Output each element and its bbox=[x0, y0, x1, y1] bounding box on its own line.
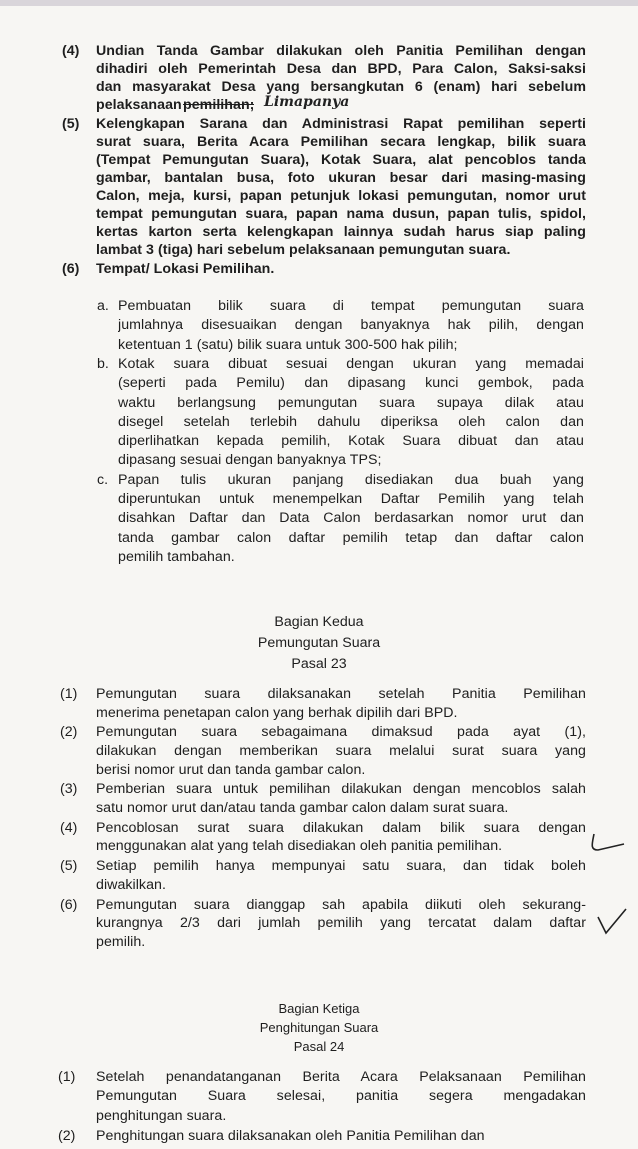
pasal-24-heading: Pasal 24 bbox=[293, 1039, 345, 1054]
text-line: diperuntukan untuk menempelkan Daftar Pemilih yang telah bbox=[118, 491, 584, 507]
item-number: (2) bbox=[60, 724, 78, 741]
text-line: Calon, meja, kursi, papan petunjuk lokasi pemungutan, nomor urut bbox=[96, 188, 586, 205]
text-line: disahkan Daftar dan Data Calon berdasarkan nomor urut dan bbox=[118, 510, 584, 527]
subitem-letter: c. bbox=[97, 471, 109, 488]
item-number: (6) bbox=[62, 260, 80, 277]
text-line: diwakilkan. bbox=[96, 876, 166, 893]
text-line: tempat pemungutan suara, papan nama dusun, papan tulis, spidol, bbox=[96, 206, 586, 223]
check-mark-icon bbox=[588, 828, 628, 856]
item-number: (3) bbox=[60, 781, 78, 798]
item-number: (5) bbox=[60, 858, 78, 875]
text-line: Pemungutan Suara selesai, panitia segera mengadakan bbox=[96, 1088, 586, 1105]
text-line: lambat 3 (tiga) hari sebelum pelaksanaan pemungutan suara. bbox=[96, 242, 511, 259]
text-line: pemilih tambahan. bbox=[118, 548, 235, 565]
text-line: gambar, bantalan busa, foto ukuran besar dari masing-masing bbox=[96, 170, 586, 186]
text-line: Pemungutan suara dilaksanakan setelah Panitia Pemilihan bbox=[96, 686, 586, 702]
text-line: Pemberian suara untuk pemilihan dilakukan dengan mencoblos salah bbox=[96, 781, 586, 798]
bagian-ketiga-subtitle: Penghitungan Suara bbox=[259, 1020, 379, 1035]
text-line: waktu berlangsung pemungutan suara supaya dilak atau bbox=[118, 394, 584, 411]
text-line: penghitungan suara. bbox=[96, 1107, 227, 1124]
item-number: (6) bbox=[60, 896, 78, 913]
item-number: (4) bbox=[62, 43, 80, 59]
text-line: Kotak suara dibuat sesuai dengan ukuran yang memadai bbox=[118, 355, 584, 372]
text-line: tanda gambar calon daftar pemilih tetap dan daftar calon bbox=[118, 529, 584, 546]
text-line: disegel setelah terlebih dahulu diperiksa oleh calon dan bbox=[118, 413, 584, 430]
text-line: dipasang sesuai dengan banyaknya TPS; bbox=[118, 452, 382, 469]
text-line: dan masyarakat Desa yang bersangkutan 6 (enam) hari sebelum bbox=[96, 79, 586, 96]
text-line: Pencoblosan surat suara dilakukan dalam bilik suara dengan bbox=[96, 819, 586, 836]
text-line: menggunakan alat yang telah disediakan oleh panitia pemilihan. bbox=[96, 838, 503, 855]
item-number: (1) bbox=[58, 1069, 76, 1085]
text-line: Undian Tanda Gambar dilakukan oleh Panitia Pemilihan dengan bbox=[96, 43, 586, 59]
text-line: surat suara, Berita Acara Pemilihan secara lengkap, bilik suara bbox=[96, 133, 586, 150]
text-line: Tempat/ Lokasi Pemilihan. bbox=[96, 260, 275, 277]
text-line: menerima penetapan calon yang berhak dipilih dari BPD. bbox=[96, 704, 458, 721]
subitem-letter: b. bbox=[97, 355, 109, 372]
text-line: dilakukan dengan memberikan suara melalui surat suara yang bbox=[96, 743, 586, 759]
text-line: (Tempat Pemungutan Suara), Kotak Suara, alat pencoblos tanda bbox=[96, 151, 586, 168]
text-line: Setiap pemilih hanya mempunyai satu suara, dan tidak boleh bbox=[96, 858, 586, 875]
struck-text: pemilihan; bbox=[183, 97, 255, 114]
text-line: diperlihatkan kepada pemilih, Kotak Suara dibuat dan atau bbox=[118, 433, 584, 450]
text-line: pemilih. bbox=[96, 933, 146, 950]
item-number: (5) bbox=[62, 115, 80, 132]
text-line: satu nomor urut dan/atau tanda gambar calon dalam surat suara. bbox=[96, 800, 509, 816]
handwritten-note: Limapanya bbox=[264, 94, 350, 111]
bagian-kedua-subtitle: Pemungutan Suara bbox=[257, 635, 381, 651]
item-number: (1) bbox=[60, 686, 78, 702]
text-line: kertas karton serta kelengkapan lainnya sudah harus siap paling bbox=[96, 224, 586, 241]
text-line: Papan tulis ukuran panjang disediakan dua buah yang bbox=[118, 471, 584, 488]
text-line: Setelah penandatanganan Berita Acara Pelaksanaan Pemilihan bbox=[96, 1069, 586, 1085]
item-number: (2) bbox=[58, 1128, 76, 1145]
pasal-23-heading: Pasal 23 bbox=[291, 656, 347, 672]
text-line: berisi nomor urut dan tanda gambar calon. bbox=[96, 761, 366, 778]
bagian-ketiga-title: Bagian Ketiga bbox=[278, 1001, 360, 1016]
bagian-kedua-title: Bagian Kedua bbox=[274, 614, 364, 630]
text-line: Pemungutan suara sebagaimana dimaksud pada ayat (1), bbox=[96, 724, 586, 741]
text-line: Kelengkapan Sarana dan Administrasi Rapat pemilihan seperti bbox=[96, 115, 586, 132]
text-line: kurangnya 2/3 dari jumlah pemilih yang tercatat dalam daftar bbox=[96, 915, 586, 932]
top-edge-bar bbox=[0, 0, 638, 6]
text-line: dihadiri oleh Pemerintah Desa dan BPD, Para Calon, Saksi-saksi bbox=[96, 61, 586, 78]
subitem-letter: a. bbox=[97, 298, 109, 314]
text-line: ketentuan 1 (satu) bilik suara untuk 300-500 hak pilih; bbox=[118, 336, 458, 353]
text-line: Pembuatan bilik suara di tempat pemungutan suara bbox=[118, 298, 584, 314]
text-line: pelaksanaan bbox=[96, 97, 182, 114]
check-mark-icon bbox=[594, 905, 630, 939]
text-line: Pemungutan suara dianggap sah apabila diikuti oleh sekurang- bbox=[96, 896, 586, 913]
text-line: Penghitungan suara dilaksanakan oleh Panitia Pemilihan dan bbox=[96, 1128, 485, 1145]
text-line: jumlahnya disesuaikan dengan banyaknya hak pilih, dengan bbox=[118, 317, 584, 334]
item-number: (4) bbox=[60, 819, 78, 836]
text-line: (seperti pada Pemilu) dan dipasang kunci gembok, pada bbox=[118, 375, 584, 392]
